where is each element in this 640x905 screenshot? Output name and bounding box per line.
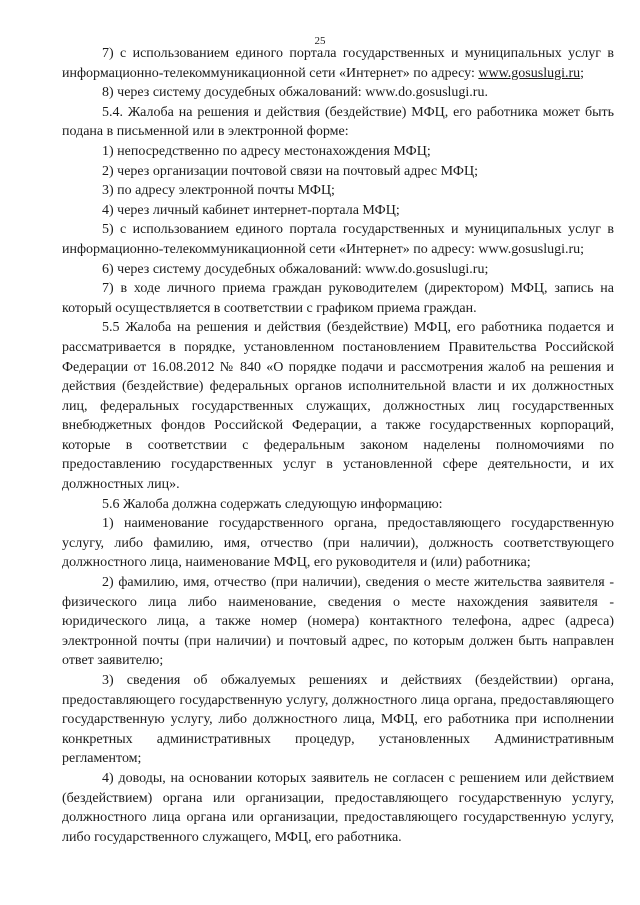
list-item: 4) доводы, на основании которых заявитель не согласен с решением или действием (бездействием) органа или организации, предоставляющего государственную услугу, должностного лица органа или организации, предоставляющего государственную услугу, либо государственного служащего, МФЦ, его работника. bbox=[62, 770, 614, 845]
list-item: 2) через организации почтовой связи на почтовый адрес МФЦ; bbox=[102, 163, 478, 179]
document-body bbox=[62, 44, 614, 847]
list-item: 2) фамилию, имя, отчество (при наличии), сведения о месте жительства заявителя - физического лица либо наименование, сведения о месте нахождения заявителя - юридического лица, а также номер (номера) контактного телефона, адрес (адреса) электронной почты (при наличии) и почтовый адрес, по которым должен быть направлен ответ заявителю; bbox=[62, 575, 614, 669]
list-item: 5) с использованием единого портала государственных и муниципальных услуг в информационно-телекоммуникационной сети «Интернет» по адресу: www.gosuslugi.ru; bbox=[62, 222, 614, 257]
section-5-6: 5.6 Жалоба должна содержать следующую информацию: bbox=[102, 496, 443, 512]
list-item: 7) в ходе личного приема граждан руководителем (директором) МФЦ, запись на который осуществляется в соответствии с графиком приема граждан. bbox=[62, 281, 614, 316]
section-5-5: 5.5 Жалоба на решения и действия (бездействие) МФЦ, его работника подается и рассматривается в порядке, установленном постановлением Правительства Российской Федерации от 16.08.2012 № 840 «О порядке подачи и рассмотрения жалоб на решения и действия (бездействие) федеральных органов исполнительной власти и их должностных лиц, федеральных государственных служащих, должностных лиц государственных внебюджетных фондов Российской Федерации, а также государственных корпораций, которые в соответствии с федеральным законом наделены полномочиями по предоставлению государственных услуг в установленной сфере деятельности, и их должностных лиц». bbox=[62, 320, 614, 493]
paragraph-text: ; bbox=[580, 65, 585, 81]
list-item: 3) по адресу электронной почты МФЦ; bbox=[102, 183, 335, 199]
list-item: 6) через систему досудебных обжалований: www.do.gosuslugi.ru; bbox=[102, 261, 489, 277]
section-5-4: 5.4. Жалоба на решения и действия (бездействие) МФЦ, его работника может быть подана в письменной или в электронной форме: bbox=[62, 104, 614, 140]
list-item: 3) сведения об обжалуемых решениях и действиях (бездействии) органа, предоставляющего государственную услугу, должностного лица органа, предоставляющего государственную услугу, либо должностного лица, МФЦ, его работника при исполнении конкретных административных процедур, установленных Административным регламентом; bbox=[62, 673, 614, 767]
list-item: 1) непосредственно по адресу местонахождения МФЦ; bbox=[102, 143, 431, 159]
list-item-7-portal bbox=[62, 44, 614, 83]
list-item: 4) через личный кабинет интернет-портала МФЦ; bbox=[102, 202, 400, 218]
list-item-8-appeals: 8) через систему досудебных обжалований: www.do.gosuslugi.ru. bbox=[102, 85, 488, 101]
gosuslugi-link[interactable]: www.gosuslugi.ru bbox=[478, 65, 581, 81]
list-item: 1) наименование государственного органа, предоставляющего государственную услугу, либо фамилию, имя, отчество (при наличии), должность соответствующего должностного лица, наименование МФЦ, его руководителя и (или) работника; bbox=[62, 516, 614, 571]
paragraph-text: 7) с использованием единого портала государственных и муниципальных услуг в информационно-телекоммуникационной сети «Интернет» по адресу: bbox=[62, 46, 614, 81]
page-number: 25 bbox=[314, 35, 326, 47]
